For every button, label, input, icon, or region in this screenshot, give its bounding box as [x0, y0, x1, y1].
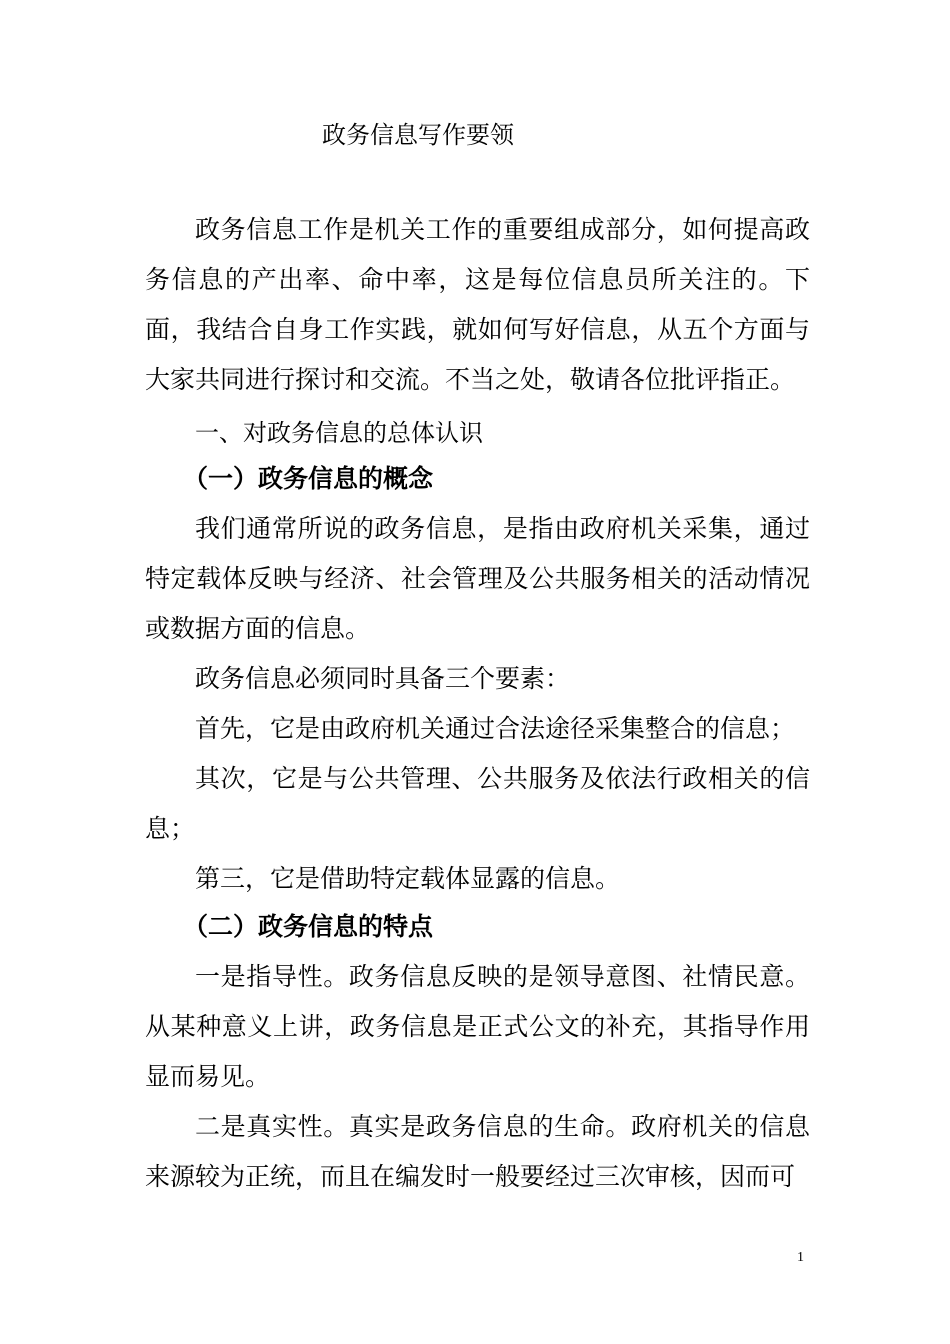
section-heading-1: 一、对政务信息的总体认识: [195, 419, 483, 447]
elements-intro-paragraph: 政务信息必须同时具备三个要素：: [195, 664, 571, 693]
element-first-paragraph: 首先，它是由政府机关通过合法途径采集整合的信息；: [195, 714, 796, 743]
document-title: 政务信息写作要领: [322, 121, 514, 149]
subsection-heading-2: （二）政务信息的特点: [183, 912, 434, 941]
element-second-paragraph: 其次，它是与公共管理、公共服务及依法行政相关的信息；: [145, 764, 810, 843]
intro-paragraph: 政务信息工作是机关工作的重要组成部分，如何提高政务信息的产出率、命中率，这是每位信息员所关注的。下面，我结合自身工作实践，就如何写好信息，从五个方面与大家共同进行探讨和交流。不当之处，敬请各位批评指正。: [145, 215, 810, 394]
element-third-paragraph: 第三，它是借助特定载体显露的信息。: [195, 864, 621, 893]
page-number: 1: [797, 1250, 804, 1265]
guidance-paragraph: 一是指导性。政务信息反映的是领导意图、社情民意。从某种意义上讲，政务信息是正式公文的补充，其指导作用显而易见。: [145, 962, 810, 1091]
concept-paragraph: 我们通常所说的政务信息，是指由政府机关采集，通过特定载体反映与经济、社会管理及公共服务相关的活动情况或数据方面的信息。: [145, 514, 810, 643]
authenticity-paragraph: 二是真实性。真实是政务信息的生命。政府机关的信息来源较为正统，而且在编发时一般要经过三次审核，因而可: [145, 1112, 810, 1191]
subsection-heading-1: （一）政务信息的概念: [183, 464, 434, 493]
